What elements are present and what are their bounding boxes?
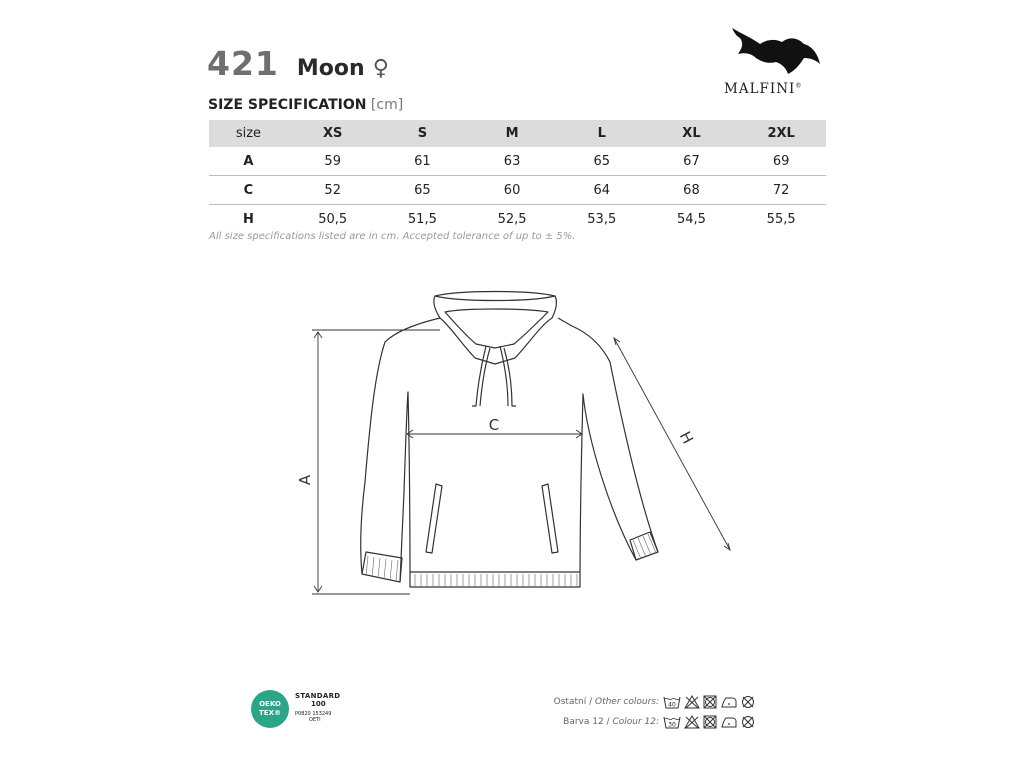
hoodie-diagram	[290, 282, 740, 602]
standard-number: 100	[311, 700, 326, 708]
size-header: M	[467, 120, 557, 147]
no-bleach-icon	[684, 695, 700, 709]
table-cell: 59	[288, 147, 378, 176]
female-symbol-icon: ♀	[372, 56, 389, 81]
product-code: 421	[207, 44, 279, 83]
standard-label: STANDARD	[295, 692, 341, 700]
table-cell: 67	[647, 147, 737, 176]
size-header: 2XL	[736, 120, 826, 147]
brand-name: MALFINI®	[724, 81, 803, 97]
table-row	[209, 176, 826, 205]
care-label: Barva 12 / Colour 12:	[563, 717, 659, 727]
dimension-h-line	[614, 338, 730, 550]
iron-icon	[720, 715, 738, 729]
table-row	[209, 147, 826, 176]
dimension-c-label: C	[488, 416, 500, 434]
table-cell: 68	[647, 176, 737, 205]
table-cell: 51,5	[407, 211, 437, 227]
size-header: XL	[647, 120, 737, 147]
hoodie-body	[361, 318, 658, 587]
svg-text:30: 30	[668, 721, 676, 729]
tolerance-note: All size specifications listed are in cm. Accepted tolerance of up to ± 5%.	[209, 231, 576, 242]
table-cell: 72	[736, 176, 826, 205]
table-cell: 69	[736, 147, 826, 176]
product-name: Moon	[296, 56, 365, 81]
table-cell: 65	[557, 147, 647, 176]
eagle-icon	[726, 24, 824, 78]
table-cell: 52	[288, 176, 378, 205]
table-cell: 60	[467, 176, 557, 205]
size-header: S	[378, 120, 468, 147]
size-table	[209, 120, 826, 233]
row-label: A	[209, 147, 288, 176]
size-header: L	[557, 120, 647, 147]
table-cell: 52,5	[497, 211, 527, 227]
table-row	[209, 205, 826, 234]
row-label: H	[242, 211, 254, 227]
care-label: Ostatní / Other colours:	[553, 697, 659, 707]
no-dry-clean-icon	[741, 695, 755, 709]
hoodie-hood	[434, 292, 557, 365]
table-cell: 65	[378, 176, 468, 205]
hoodie-pocket	[426, 484, 442, 553]
row-label: C	[209, 176, 288, 205]
size-header: XS	[288, 120, 378, 147]
no-tumble-dry-icon	[703, 715, 717, 729]
no-tumble-dry-icon	[703, 695, 717, 709]
table-cell: 53,5	[587, 211, 617, 227]
wash-icon	[663, 715, 681, 729]
hoodie-drawstring	[472, 346, 490, 406]
institute-label: OETI	[309, 717, 321, 723]
brand-logo	[720, 24, 830, 100]
product-header	[207, 44, 389, 84]
spec-title: SIZE SPECIFICATION [cm]	[208, 97, 404, 113]
dimension-h-label: H	[675, 428, 698, 447]
table-cell: 55,5	[766, 211, 796, 227]
certificate-number: P0820 153249	[295, 711, 332, 717]
care-row-other	[520, 693, 755, 711]
table-cell: 64	[557, 176, 647, 205]
size-header-row	[209, 120, 826, 147]
oeko-tex-icon: OEKO TEX®	[251, 690, 289, 728]
no-dry-clean-icon	[741, 715, 755, 729]
table-cell: 54,5	[676, 211, 706, 227]
no-bleach-icon	[684, 715, 700, 729]
oeko-tex-badge	[251, 690, 341, 728]
table-cell: 50,5	[318, 211, 348, 227]
svg-text:40: 40	[668, 701, 676, 709]
size-header: size	[209, 120, 288, 147]
dimension-a-label: A	[296, 474, 314, 486]
table-cell: 61	[378, 147, 468, 176]
table-cell: 63	[467, 147, 557, 176]
wash-icon	[663, 695, 681, 709]
iron-icon	[720, 695, 738, 709]
care-row-colour-12	[520, 713, 755, 731]
